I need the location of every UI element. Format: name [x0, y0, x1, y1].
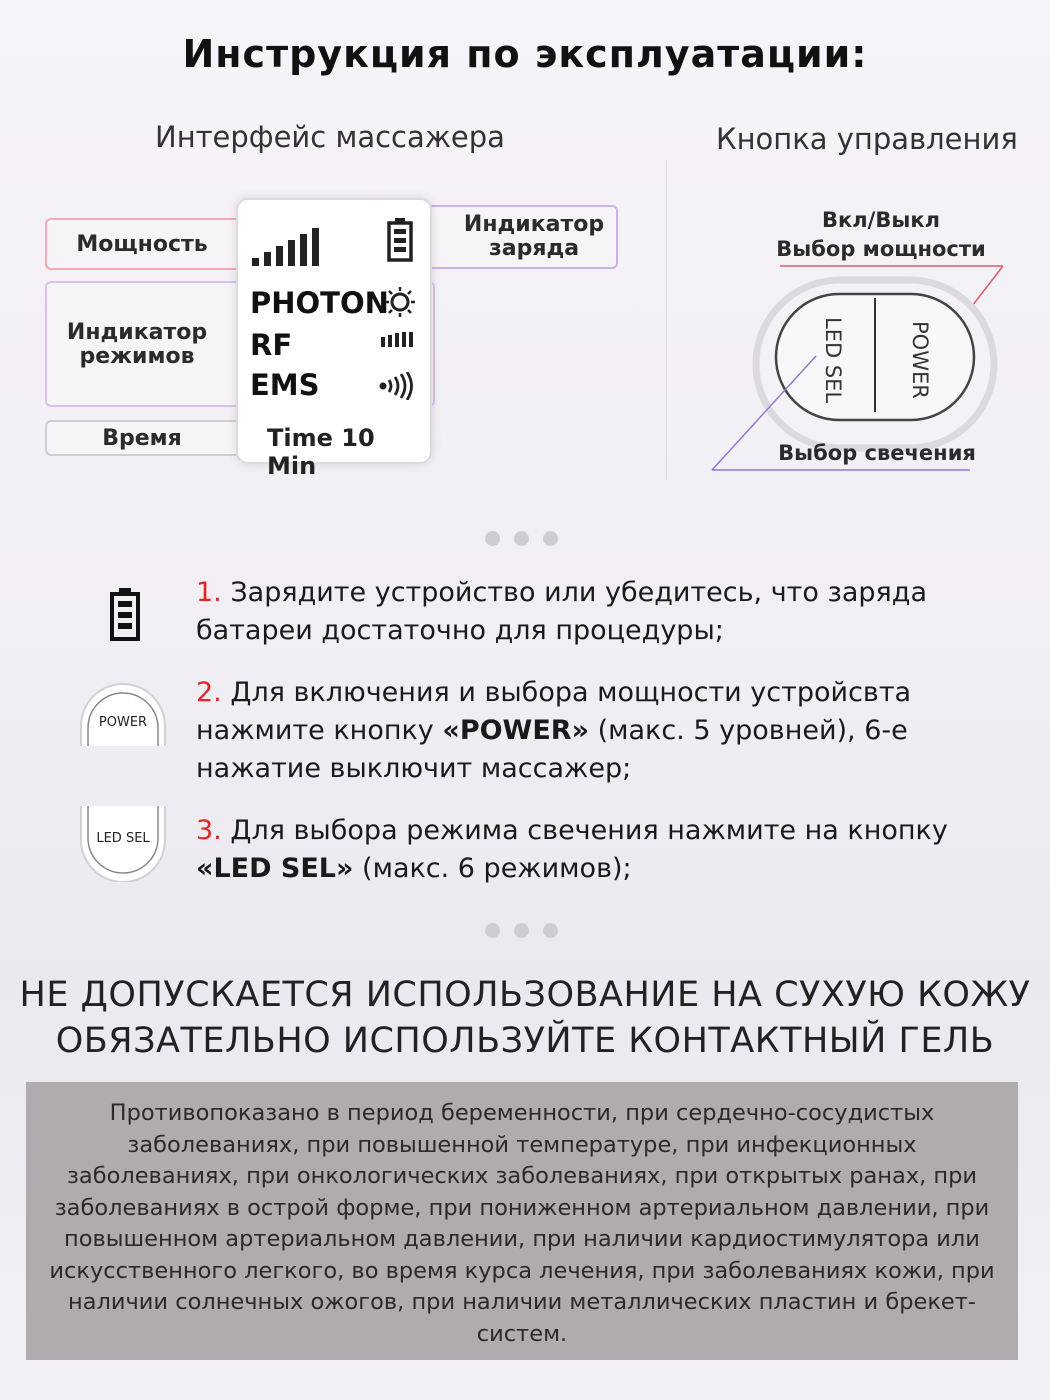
- power-button-icon: [78, 680, 168, 746]
- step-text: Для включения и выбора мощности устройсвта нажмите кнопку: [196, 677, 912, 746]
- rf-bars-icon: [380, 331, 416, 349]
- modes-label: Индикатор режимов: [66, 320, 208, 369]
- control-heading: Кнопка управления: [716, 122, 1018, 156]
- contraindications-box: [26, 1082, 1018, 1360]
- dots-separator: [478, 531, 565, 550]
- mode-ems: EMS: [250, 368, 320, 402]
- step-number: 3.: [196, 815, 222, 846]
- sun-icon: [384, 286, 416, 318]
- step-text-after: (макс. 5 уровней), 6-е нажатие выключит массажер;: [196, 715, 908, 784]
- led-sel-button[interactable]: LED SEL: [821, 316, 845, 404]
- power-label: Мощность: [76, 232, 208, 257]
- led-sel-icon-label: LED SEL: [96, 831, 150, 846]
- led-sel-button-icon: [78, 806, 168, 882]
- step-number: 2.: [196, 677, 222, 708]
- signal-bars-icon: [250, 224, 322, 268]
- charge-label: Индикатор заряда: [463, 212, 605, 261]
- step-text-after: (макс. 6 режимов);: [353, 853, 632, 884]
- step-text: Зарядите устройство или убедитесь, что заряда батареи достаточно для процедуры;: [196, 577, 927, 646]
- power-button[interactable]: POWER: [908, 321, 932, 399]
- warning-line-2: ОБЯЗАТЕЛЬНО ИСПОЛЬЗУЙТЕ КОНТАКТНЫЙ ГЕЛЬ: [55, 1021, 995, 1061]
- mode-rf: RF: [250, 328, 293, 362]
- warning-line-1: НЕ ДОПУСКАЕТСЯ ИСПОЛЬЗОВАНИЕ НА СУХУЮ КОЖУ: [19, 975, 1031, 1015]
- interface-heading: Интерфейс массажера: [155, 120, 505, 154]
- device-screen: [236, 198, 432, 480]
- control-top-label-2: Выбор мощности: [776, 237, 986, 261]
- step-1: [196, 574, 1016, 650]
- control-bottom-label: Выбор свечения: [778, 441, 976, 465]
- battery-icon: [108, 586, 142, 642]
- time-display: Time 10 Min: [267, 424, 375, 480]
- dots-separator: [478, 923, 565, 942]
- step-2: [196, 674, 1016, 788]
- ems-wave-icon: [378, 372, 416, 400]
- power-icon-label: POWER: [98, 715, 148, 730]
- step-bold-text: «LED SEL»: [196, 853, 354, 884]
- battery-icon: [386, 216, 414, 262]
- step-3: [196, 812, 1016, 888]
- section-divider: [666, 160, 667, 480]
- contraindications-text: Противопоказано в период беременности, при сердечно-сосудистых заболеваниях, при повышенной температуре, при инфекционных заболеваниях, при онкологических заболеваниях, при открытых ранах, при заболеваниях в острой форме, при пониженном артериальном давлении, при повышенном артериальном давлении, при наличии кардиостимулятора или искусственного легкого, во время курса лечения, при заболеваниях кожи, при наличии солнечных ожогов, при наличии металлических пластин и брекет-систем.: [49, 1100, 995, 1347]
- step-text: Для выбора режима свечения нажмите на кнопку: [221, 815, 948, 846]
- page-title: Инструкция по эксплуатации:: [182, 32, 868, 76]
- time-label: Время: [102, 426, 182, 451]
- step-number: 1.: [196, 577, 222, 608]
- mode-photon: PHOTON: [250, 286, 389, 320]
- step-bold-text: «POWER»: [442, 715, 590, 746]
- control-top-label-1: Вкл/Выкл: [822, 208, 940, 232]
